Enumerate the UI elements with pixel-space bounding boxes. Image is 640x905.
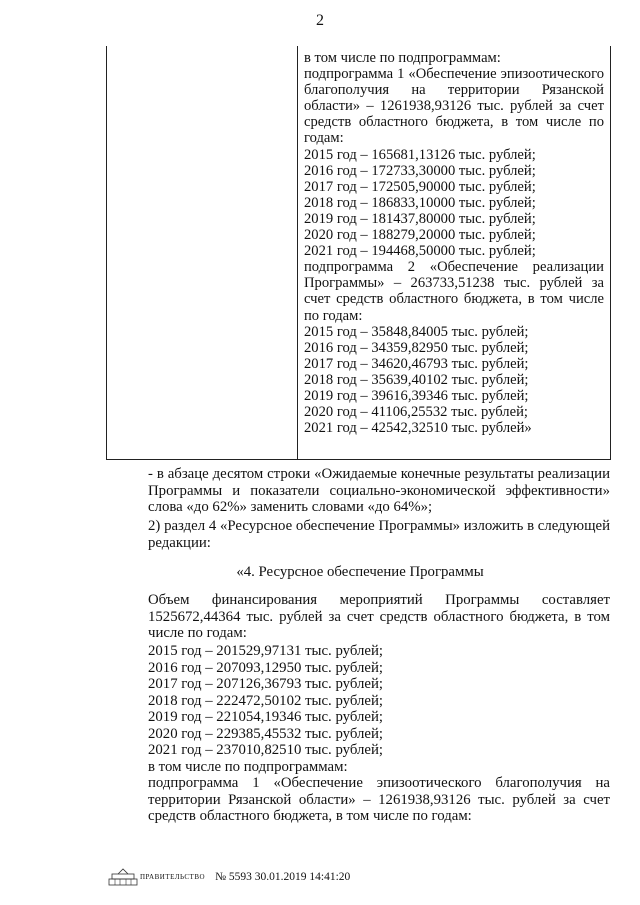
year-line: 2020 год – 229385,45532 тыс. рублей; — [148, 725, 383, 742]
year-line: 2018 год – 222472,50102 тыс. рублей; — [148, 692, 383, 709]
amendment-paragraph-2: 2) раздел 4 «Ресурсное обеспечение Программы» изложить в следующей редакции: — [148, 518, 610, 551]
funding-volume-paragraph: Объем финансирования мероприятий Программы составляет 1525672,44364 тыс. рублей за счет средств областного бюджета, в том числе по годам: — [148, 592, 610, 641]
program-passport-table — [106, 46, 611, 460]
cell-line: 2018 год – 186833,10000 тыс. рублей; — [304, 194, 536, 211]
government-seal-icon — [108, 868, 138, 886]
year-line: 2019 год – 221054,19346 тыс. рублей; — [148, 709, 383, 725]
cell-line: в том числе по подпрограммам: — [304, 50, 501, 66]
section-title: «4. Ресурсное обеспечение Программы — [236, 564, 484, 580]
cell-line: 2015 год – 165681,13126 тыс. рублей; — [304, 146, 536, 163]
table-column-divider — [297, 46, 298, 459]
year-line: 2017 год – 207126,36793 тыс. рублей; — [148, 676, 383, 692]
seal-caption: ПРАВИТЕЛЬСТВО — [140, 873, 206, 881]
including-line: в том числе по подпрограммам: — [148, 758, 348, 775]
cell-line: подпрограмма 2 «Обеспечение реализации Программы» – 263733,51238 тыс. рублей за счет средств областного бюджета, в том числе по годам: — [304, 259, 604, 324]
table-right-cell — [304, 50, 604, 436]
cell-line: 2018 год – 35639,40102 тыс. рублей; — [304, 371, 529, 388]
document-footer — [108, 866, 350, 888]
cell-line: 2017 год – 34620,46793 тыс. рублей; — [304, 355, 529, 372]
year-line: 2016 год – 207093,12950 тыс. рублей; — [148, 659, 383, 676]
cell-line: 2020 год – 188279,20000 тыс. рублей; — [304, 227, 536, 244]
cell-line: 2021 год – 42542,32510 тыс. рублей» — [304, 420, 532, 437]
year-line: 2021 год – 237010,82510 тыс. рублей; — [148, 742, 383, 758]
cell-line: 2020 год – 41106,25532 тыс. рублей; — [304, 404, 528, 421]
subprogram-1-paragraph: подпрограмма 1 «Обеспечение эпизоотического благополучия на территории Рязанской области» – 1261938,93126 тыс. рублей за счет средств областного бюджета, в том числе по годам: — [148, 775, 610, 824]
amendment-paragraph-1: - в абзаце десятом строки «Ожидаемые конечные результаты реализации Программы и показатели социально-экономической эффективности» слова «до 62%» заменить словами «до 64%»; — [148, 466, 610, 515]
year-line: 2015 год – 201529,97131 тыс. рублей; — [148, 643, 383, 659]
document-stamp: № 5593 30.01.2019 14:41:20 — [215, 871, 351, 883]
cell-line: 2015 год – 35848,84005 тыс. рублей; — [304, 323, 529, 340]
cell-line: подпрограмма 1 «Обеспечение эпизоотического благополучия на территории Рязанской области» – 1261938,93126 тыс. рублей за счет средств областного бюджета, в том числе по годам: — [304, 66, 604, 147]
cell-line: 2021 год – 194468,50000 тыс. рублей; — [304, 243, 536, 260]
funding-years-list — [110, 643, 610, 775]
page-number: 2 — [316, 12, 324, 29]
cell-line: 2017 год – 172505,90000 тыс. рублей; — [304, 178, 536, 195]
cell-line: 2016 год – 34359,82950 тыс. рублей; — [304, 339, 529, 356]
cell-line: 2019 год – 181437,80000 тыс. рублей; — [304, 210, 536, 227]
cell-line: 2016 год – 172733,30000 тыс. рублей; — [304, 162, 536, 179]
cell-line: 2019 год – 39616,39346 тыс. рублей; — [304, 387, 529, 404]
